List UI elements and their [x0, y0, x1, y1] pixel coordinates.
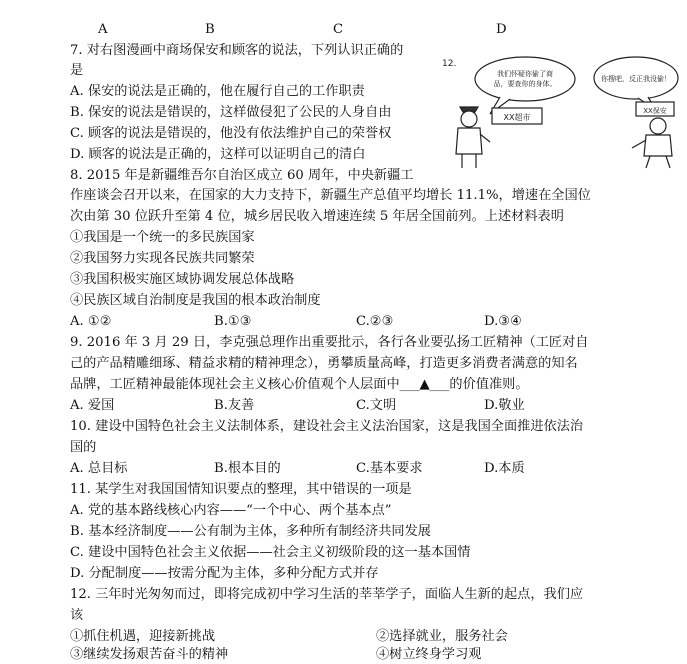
- left-speech-bubble: [475, 57, 575, 101]
- q8-option-b: B.①③: [214, 314, 252, 329]
- right-sign-text: XX保安: [643, 107, 667, 115]
- q12-item-4: ④树立终身学习观: [376, 647, 482, 662]
- q7-option-c: C. 顾客的说法是错误的，他没有依法维护自己的荣誉权: [70, 126, 392, 141]
- q11-option-b: B. 基本经济制度——公有制为主体，多种所有制经济共同发展: [70, 524, 431, 539]
- q11-option-d: D. 分配制度——按需分配为主体，多种分配方式并存: [70, 566, 379, 581]
- customer-figure: [632, 118, 672, 168]
- q12-item-3: ③继续发扬艰苦奋斗的精神: [70, 647, 229, 662]
- q8-item-3: ③我国积极实施区域协调发展总体战略: [70, 272, 295, 287]
- q9-option-c: C.文明: [356, 398, 397, 413]
- q8-item-1: ①我国是一个统一的多民族国家: [70, 230, 255, 245]
- q8-option-c: C.②③: [356, 314, 394, 329]
- q10-stem-line1: 10. 建设中国特色社会主义法制体系，建设社会主义法治国家，这是我国全面推进依法治: [70, 419, 584, 434]
- q8-stem-line3: 次由第 30 位跃升至第 4 位，城乡居民收入增速连续 5 年居全国前列。上述材料表明: [70, 209, 564, 224]
- q8-option-d: D.③④: [484, 314, 522, 329]
- q9-stem-line1: 9. 2016 年 3 月 29 日，李克强总理作出重要批示，各行各业要弘扬工匠精神（工匠对自: [70, 335, 589, 350]
- q9-option-d: D.敬业: [484, 398, 525, 413]
- left-bubble-line1: 我们怀疑你偷了商: [497, 70, 553, 78]
- q12-item-2: ②选择就业，服务社会: [376, 629, 508, 644]
- left-bubble-line2: 品，要查你的身体。: [493, 80, 557, 88]
- q10-option-c: C.基本要求: [356, 461, 423, 476]
- q7-option-b: B. 保安的说法是错误的，这样做侵犯了公民的人身自由: [70, 105, 392, 120]
- q12-item-1: ①抓住机遇，迎接新挑战: [70, 629, 216, 644]
- q7-stem-line2: 是: [70, 63, 84, 78]
- q7-stem-line1: 7. 对右图漫画中商场保安和顾客的说法，下列认识正确的: [70, 43, 404, 58]
- q8-option-a: A. ①②: [70, 314, 112, 329]
- q8-stem-line1: 8. 2015 年是新疆维吾尔自治区成立 60 周年，中央新疆工: [70, 168, 414, 183]
- q9-option-a: A. 爱国: [70, 398, 115, 413]
- q10-option-b: B.根本目的: [214, 461, 281, 476]
- q8-item-4: ④民族区域自治制度是我国的根本政治制度: [70, 293, 321, 308]
- q12-stem-line1: 12. 三年时光匆匆而过，即将完成初中学习生活的莘莘学子，面临人生新的起点，我们应: [70, 587, 584, 602]
- q8-stem-line2: 作座谈会召开以来，在国家的大力支持下，新疆生产总值平均增长 11.1%，增速在全国位: [70, 188, 591, 203]
- q11-option-c: C. 建设中国特色社会主义依据——社会主义初级阶段的这一基本国情: [70, 545, 471, 560]
- q12-stem-line2: 该: [70, 608, 84, 623]
- header-option-d: D: [496, 22, 507, 37]
- right-bubble-text: 你搜吧，反正我没偷！: [601, 75, 671, 83]
- q11-option-a: A. 党的基本路线核心内容——“一个中心、两个基本点”: [70, 503, 392, 518]
- header-option-c: C: [333, 22, 344, 37]
- q10-option-a: A. 总目标: [70, 461, 128, 476]
- security-customer-cartoon: [440, 52, 680, 170]
- q11-stem: 11. 某学生对我国国情知识要点的整理，其中错误的一项是: [70, 482, 412, 497]
- header-option-a: A: [98, 22, 108, 37]
- header-option-b: B: [205, 22, 215, 37]
- q8-item-2: ②我国努力实现各民族共同繁荣: [70, 251, 255, 266]
- q10-option-d: D.本质: [484, 461, 525, 476]
- security-guard-figure: [456, 107, 490, 168]
- cartoon-number: 12.: [442, 59, 457, 69]
- q9-option-b: B.友善: [214, 398, 255, 413]
- q10-stem-line2: 国的: [70, 440, 97, 455]
- q9-stem-line3: 品牌，工匠精神最能体现社会主义核心价值观个人层面中___▲___的价值准则。: [70, 377, 529, 392]
- q9-stem-line2: 己的产品精雕细琢、精益求精的精神理念），勇攀质量高峰，打造更多消费者满意的知名: [70, 356, 578, 371]
- q7-option-a: A. 保安的说法是正确的，他在履行自己的工作职责: [70, 84, 365, 99]
- left-sign-text: XX超市: [503, 113, 531, 122]
- q7-option-d: D. 顾客的说法是正确的，这样可以证明自己的清白: [70, 147, 366, 162]
